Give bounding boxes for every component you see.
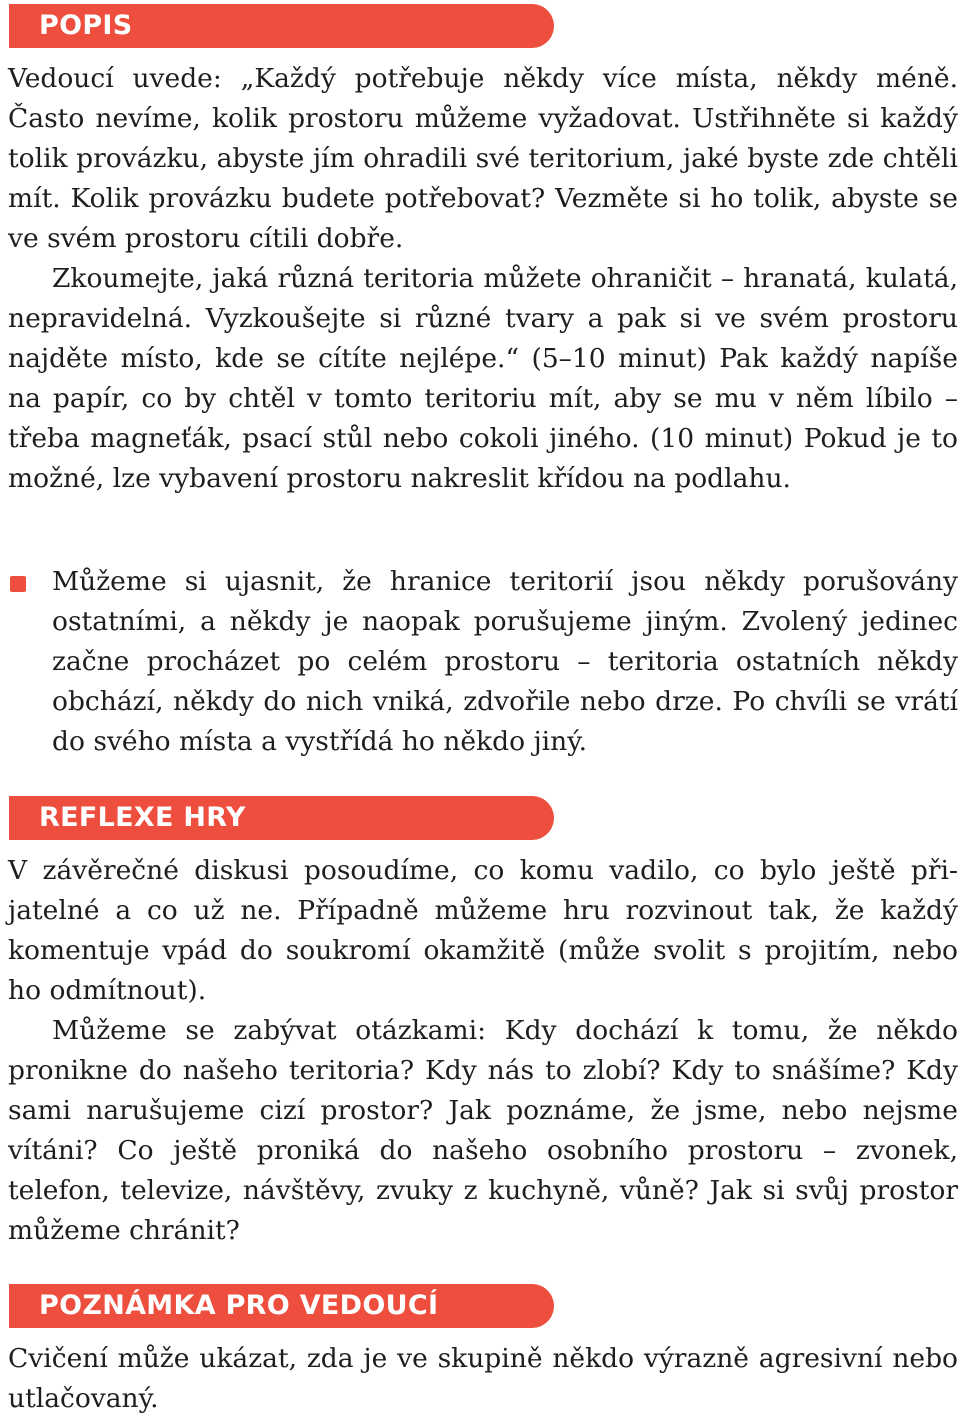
section-heading-label: REFLEXE HRY: [39, 802, 246, 833]
section-heading-popis: [9, 4, 554, 48]
section-heading-reflexe: [9, 796, 554, 840]
bullet-square-icon: [10, 576, 26, 592]
section-heading-label: POZNÁMKA PRO VEDOUCÍ: [39, 1290, 439, 1321]
popis-bullet-text: [52, 562, 958, 762]
popis-text: [8, 59, 958, 499]
reflexe-text: [8, 851, 958, 1251]
popis-paragraph-2: Zkoumejte, jaká různá teritoria můžete ohraničit – hranatá, kulatá, nepravidelná. Vyzkoušejte si různé tvary a pak si ve svém prostoru najděte místo, kde se cítíte nejlépe.“ (5–10 minut) Pak každý napíše na papír, co by chtěl v tomto teritoriu mít, aby se mu v něm líbilo – třeba magneťák, psací stůl nebo cokoli jiného. (10 minut) Pokud je to možné, lze vybavení prostoru nakreslit křídou na podlahu.: [8, 263, 958, 494]
popis-paragraph-1: Vedoucí uvede: „Každý potřebuje někdy více místa, někdy méně. Často nevíme, kolik prostoru můžeme vyžadovat. Ustřihněte si každý tolik provázku, abyste jím ohradili své teritorium, jaké byste zde chtěli mít. Kolik provázku budete potřebovat? Vezměte si ho tolik, abyste se ve svém prostoru cítili dobře.: [8, 63, 958, 254]
popis-bullet-paragraph: Můžeme si ujasnit, že hranice teritorií jsou někdy porušovány ostatními, a někdy je naopak porušujeme jiným. Zvolený jedinec začne procházet po celém prostoru – teritoria ostatních někdy obchází, někdy do nich vniká, zdvořile nebo drze. Po chvíli se vrátí do svého místa a vystřídá ho někdo jiný.: [52, 566, 958, 757]
reflexe-paragraph-1: V závěrečné diskusi posoudíme, co komu vadilo, co bylo ještě přijatelné a co už ne. Případně můžeme hru rozvinout tak, že každý komentuje vpád do soukromí okamžitě (může svolit s projitím, nebo ho odmítnout).: [8, 855, 958, 1006]
section-heading-poznamka: [9, 1284, 554, 1328]
reflexe-paragraph-2: Můžeme se zabývat otázkami: Kdy dochází k tomu, že někdo pronikne do našeho teritoria? Kdy nás to zlobí? Kdy to snášíme? Kdy sami narušujeme cizí prostor? Jak poznáme, že jsme, nebo nejsme vítáni? Co ještě proniká do našeho osobního prostoru – zvonek, telefon, televize, návštěvy, zvuky z kuchyně, vůně? Jak si svůj prostor můžeme chránit?: [8, 1015, 958, 1246]
poznamka-paragraph-1: Cvičení může ukázat, zda je ve skupině někdo výrazně agresivní nebo utlačovaný.: [8, 1343, 958, 1414]
poznamka-text: [8, 1339, 958, 1419]
section-heading-label: POPIS: [39, 10, 133, 41]
